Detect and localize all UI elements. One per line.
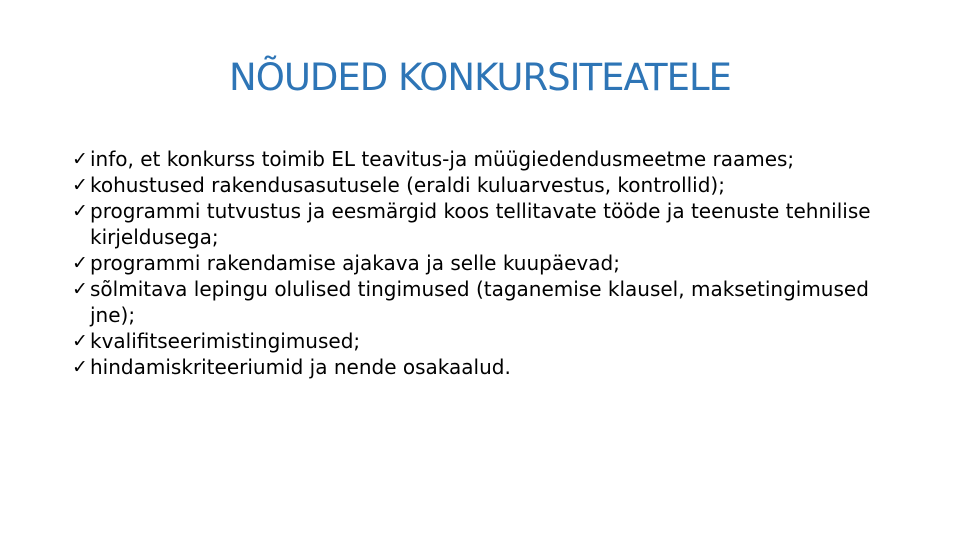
list-item-text: kvalifitseerimistingimused; [90,329,361,353]
list-item [72,146,902,172]
list-item [72,354,902,380]
checkmark-icon: ✓ [72,174,88,196]
checkmark-icon: ✓ [72,200,88,222]
list-item-text: hindamiskriteeriumid ja nende osakaalud. [90,355,511,379]
slide-title: NÕUDED KONKURSITEATELE [229,56,731,99]
list-item-text: programmi rakendamise ajakava ja selle kuupäevad; [90,251,620,275]
checkmark-icon: ✓ [72,278,88,300]
list-item [72,172,902,198]
checkmark-icon: ✓ [72,252,88,274]
list-item-text: kohustused rakendusasutusele (eraldi kuluarvestus, kontrollid); [90,173,725,197]
checkmark-icon: ✓ [72,330,88,352]
list-item [72,198,902,250]
list-item [72,250,902,276]
list-item [72,276,902,328]
list-item-text: sõlmitava lepingu olulised tingimused (taganemise klausel, maksetingimused jne); [90,277,869,327]
checkmark-icon: ✓ [72,148,88,170]
list-item [72,328,902,354]
list-item-text: programmi tutvustus ja eesmärgid koos tellitavate tööde ja teenuste tehnilise kirjeldusega; [90,199,871,249]
checkmark-icon: ✓ [72,356,88,378]
list-item-text: info, et konkurss toimib EL teavitus-ja müügiedendusmeetme raames; [90,147,795,171]
requirements-list [72,146,902,380]
